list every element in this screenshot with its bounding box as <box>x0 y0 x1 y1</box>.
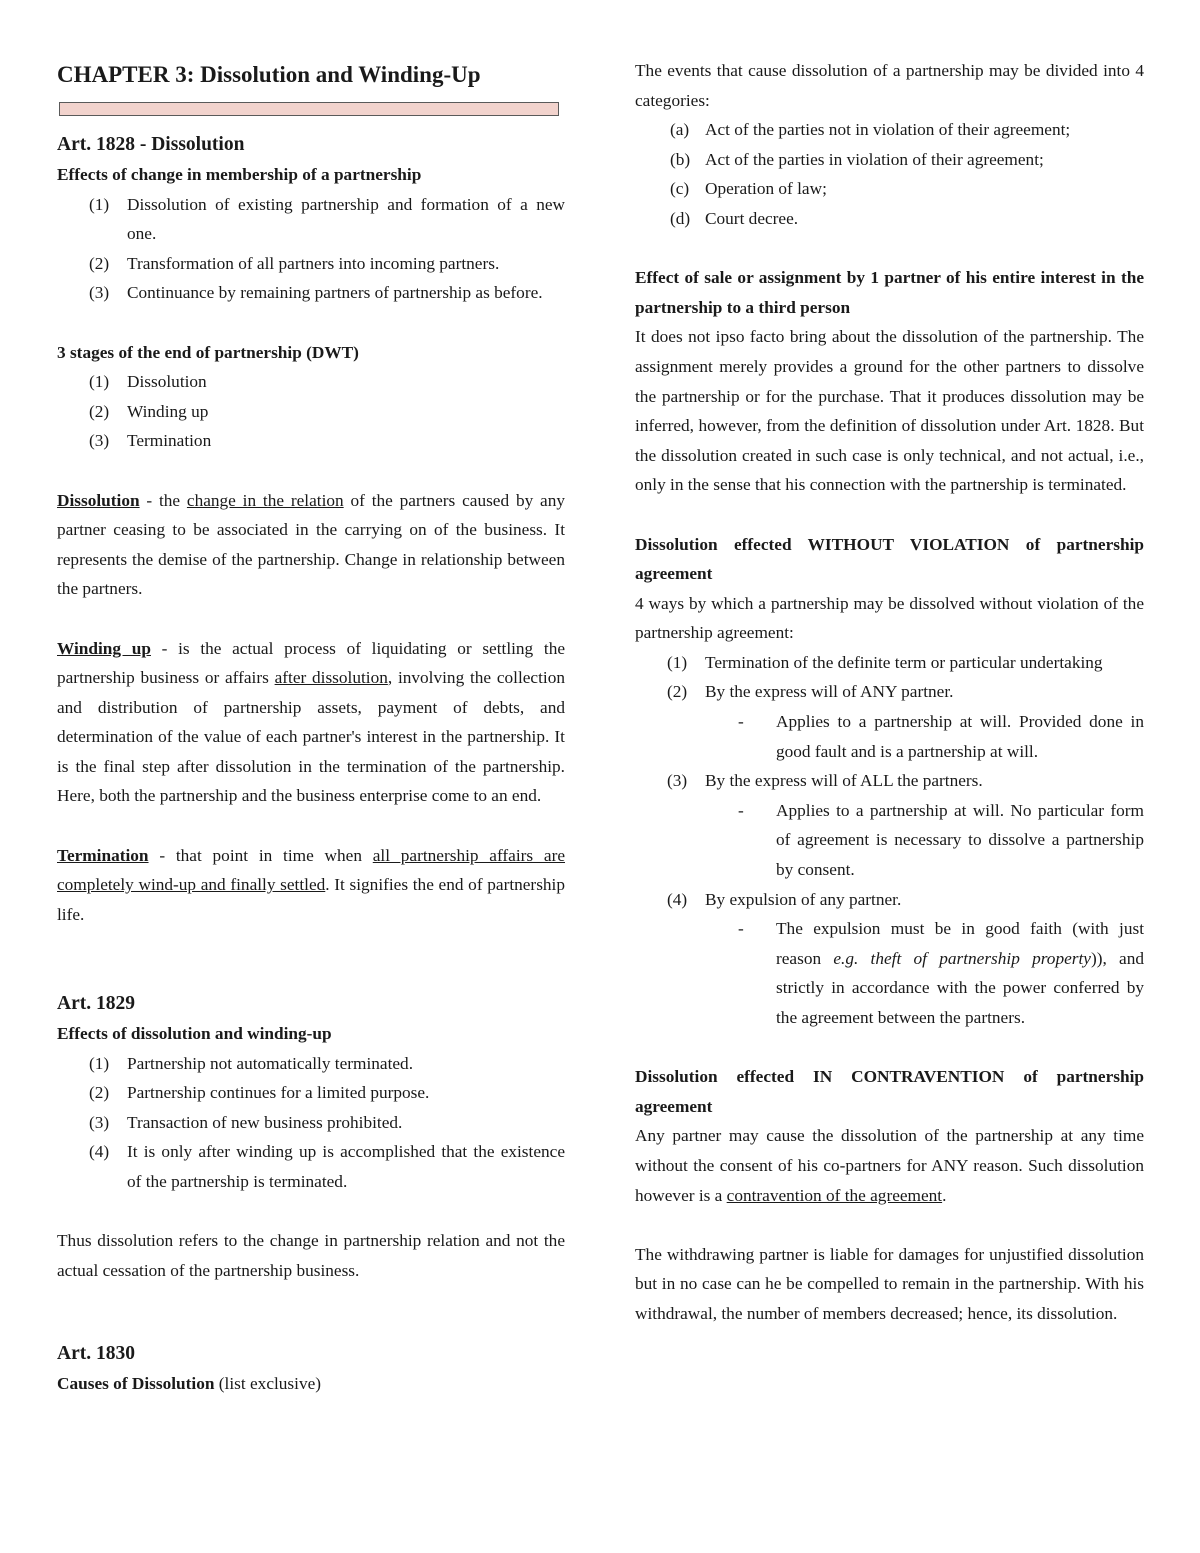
list-item: (2) By the express will of ANY partner. - Applies to a partnership at will. Provided done in good fault and is a partnership at will. <box>635 677 1144 766</box>
list-item: (4) By expulsion of any partner. - The expulsion must be in good faith (with just reason e.g. theft of partnership property)), and strictly in accordance with the power conferred by the agreement between the partners. <box>635 885 1144 1033</box>
list-item: (a) Act of the parties not in violation of their agreement; <box>670 120 1071 140</box>
art-1829-heading: Art. 1829 <box>57 993 135 1015</box>
list-item: (1) Dissolution <box>89 372 207 392</box>
without-violation-heading: Dissolution effected WITHOUT VIOLATION of partnership agreement <box>635 534 1144 584</box>
list-item: (3) Termination <box>89 431 212 451</box>
list-item: (d) Court decree. <box>670 208 799 228</box>
chapter-name: Dissolution and Winding-Up <box>200 62 481 87</box>
sub-list <box>705 707 1144 766</box>
categories-intro: The events that cause dissolution of a partnership may be divided into 4 categories: <box>635 61 1144 110</box>
contravention-heading: Dissolution effected IN CONTRAVENTION of partnership agreement <box>635 1067 1144 1116</box>
categories-list <box>635 115 1144 233</box>
art-1830-heading: Art. 1830 <box>57 1342 135 1364</box>
list-item: (3) By the express will of ALL the partners. - Applies to a partnership at will. No particular form of agreement is necessary to dissolve a partnership by consent. <box>635 766 1144 884</box>
thus-paragraph: Thus dissolution refers to the change in partnership relation and not the actual cessation of the partnership business. <box>57 1231 565 1280</box>
termination-definition: Termination - that point in time when all partnership affairs are completely wind-up and finally settled. It signifies the end of partnership life. <box>57 845 565 924</box>
sale-assignment-heading: Effect of sale or assignment by 1 partner of his entire interest in the partnership to a third person <box>635 268 1144 317</box>
list-item: (3) Transaction of new business prohibited. <box>89 1112 403 1132</box>
sub-list-item: - Applies to a partnership at will. No particular form of agreement is necessary to dissolve a partnership by consent. <box>738 800 1144 880</box>
list-item: (1) Termination of the definite term or particular undertaking <box>667 652 1103 672</box>
list-item: (3) Continuance by remaining partners of partnership as before. <box>89 283 543 303</box>
dissolution-effects-list <box>57 1049 565 1197</box>
sub-list <box>705 796 1144 885</box>
stages-heading: 3 stages of the end of partnership (DWT) <box>57 342 359 362</box>
list-item: (2) Winding up <box>89 401 209 421</box>
list-item: (4) It is only after winding up is accomplished that the existence of the partnership is terminated. <box>89 1142 565 1191</box>
list-item: (2) Transformation of all partners into incoming partners. <box>89 253 500 273</box>
list-item: (1) Partnership not automatically terminated. <box>89 1053 414 1073</box>
title-divider-bar <box>59 102 559 116</box>
stages-list <box>57 367 565 456</box>
membership-effects-list <box>57 190 565 308</box>
without-violation-list <box>635 648 1144 1033</box>
right-column <box>635 56 1144 1329</box>
membership-effects-heading: Effects of change in membership of a partnership <box>57 165 422 184</box>
sub-list-item: - Applies to a partnership at will. Provided done in good fault and is a partnership at will. <box>738 712 1144 761</box>
sub-list-item: - The expulsion must be in good faith (with just reason e.g. theft of partnership property)), and strictly in accordance with the power conferred by the agreement between the partners. <box>738 919 1144 1027</box>
list-item: (2) Partnership continues for a limited purpose. <box>89 1083 430 1103</box>
sub-list <box>705 914 1144 1032</box>
dissolution-effects-heading: Effects of dissolution and winding-up <box>57 1024 332 1044</box>
dissolution-definition: Dissolution - the change in the relation of the partners caused by any partner ceasing to be associated in the carrying on of the business. It represents the demise of the partnership. Change in relationship between the partners. <box>57 490 565 599</box>
contravention-body: Any partner may cause the dissolution of the partnership at any time without the consent of his co-partners for ANY reason. Such dissolution however is a contravention of the agreement. <box>635 1126 1144 1205</box>
chapter-title <box>57 56 565 94</box>
sale-assignment-body: It does not ipso facto bring about the dissolution of the partnership. The assignment merely provides a ground for the other partners to dissolve the partnership or for the purchase. That it produces dissolution may be inferred, however, from the definition of dissolution under Art. 1828. But the dissolution created in such case is only technical, and not actual, i.e., only in the sense that his connection with the partnership is terminated. <box>635 327 1144 495</box>
art-1828-heading: Art. 1828 - Dissolution <box>57 134 245 155</box>
chapter-prefix: CHAPTER 3: <box>57 62 195 87</box>
list-item: (c) Operation of law; <box>670 179 827 199</box>
list-item: (1) Dissolution of existing partnership and formation of a new one. <box>89 194 565 244</box>
causes-heading: Causes of Dissolution (list exclusive) <box>57 1373 322 1393</box>
withdrawing-partner-paragraph: The withdrawing partner is liable for damages for unjustified dissolution but in no case can he be compelled to remain in the partnership. With his withdrawal, the number of members decreased; hence, its dissolution. <box>635 1244 1144 1323</box>
without-violation-intro: 4 ways by which a partnership may be dissolved without violation of the partnership agreement: <box>635 593 1144 643</box>
winding-up-definition: Winding up - is the actual process of liquidating or settling the partnership business or affairs after dissolution, involving the collection and distribution of partnership assets, payment of debts, and determination of the value of each partner's interest in the partnership. It is the final step after dissolution in the termination of the partnership. Here, both the partnership and the business enterprise come to an end. <box>57 638 566 806</box>
list-item: (b) Act of the parties in violation of their agreement; <box>670 149 1044 169</box>
left-column <box>57 56 565 1399</box>
